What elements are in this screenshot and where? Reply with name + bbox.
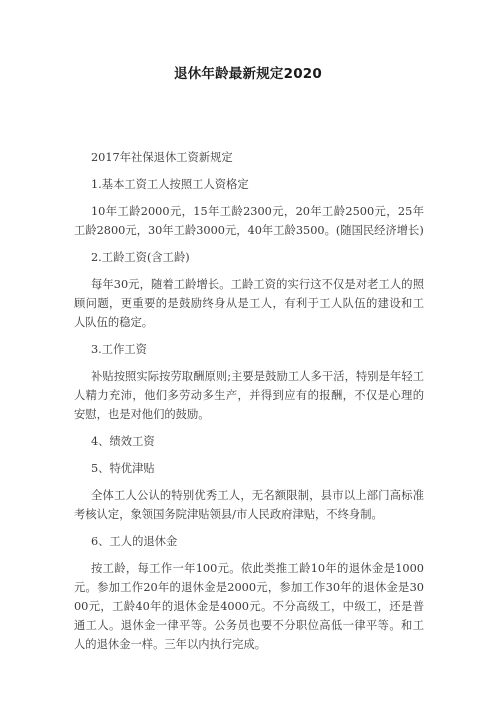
document-title: 退休年龄最新规定2020	[174, 66, 322, 82]
paragraph-text: 全体工人公认的特别优秀工人，无名额限制，县市以上部门高标准考核认定，象领国务院津贴领县/市人民政府津贴，不终身制。	[74, 489, 424, 521]
document-body	[74, 148, 424, 662]
paragraph-heading: 2017年社保退休工资新规定	[91, 151, 233, 164]
paragraph-section: 6、工人的退休金	[91, 535, 178, 548]
paragraph-text: 10年工龄2000元，15年工龄2300元，20年工龄2500元，25年工龄2800元，30年工龄3000元，40年工龄3500。(随国民经济增长)	[74, 205, 424, 237]
paragraph-section: 5、特优津贴	[91, 462, 155, 475]
paragraph-section: 2.工龄工资(含工龄)	[91, 251, 190, 264]
paragraph-section: 3.工作工资	[91, 343, 147, 356]
paragraph-text: 按工龄，每工作一年100元。依此类推工龄10年的退休金是1000元。参加工作20年的退休金是2000元，参加工作30年的退休金是3000元，工龄40年的退休金是4000元。不分高级工，中级工，还是普通工人。退休金一律平等。公务员也要不分职位高低一律平等。和工人的退休金一样。三年以内执行完成。	[74, 562, 424, 651]
paragraph-section: 1.基本工资工人按照工人资格定	[91, 178, 249, 191]
paragraph-section: 4、绩效工资	[91, 435, 155, 448]
paragraph-text: 每年30元，随着工龄增长。工龄工资的实行这不仅是对老工人的照顾问题，更重要的是鼓励终身从是工人，有利于工人队伍的建设和工人队伍的稳定。	[74, 278, 424, 329]
paragraph-text: 补贴按照实际按劳取酬原则;主要是鼓励工人多干活，特别是年轻工人精力充沛，他们多劳动多生产，并得到应有的报酬，不仅是心理的安慰，也是对他们的鼓励。	[74, 370, 424, 421]
